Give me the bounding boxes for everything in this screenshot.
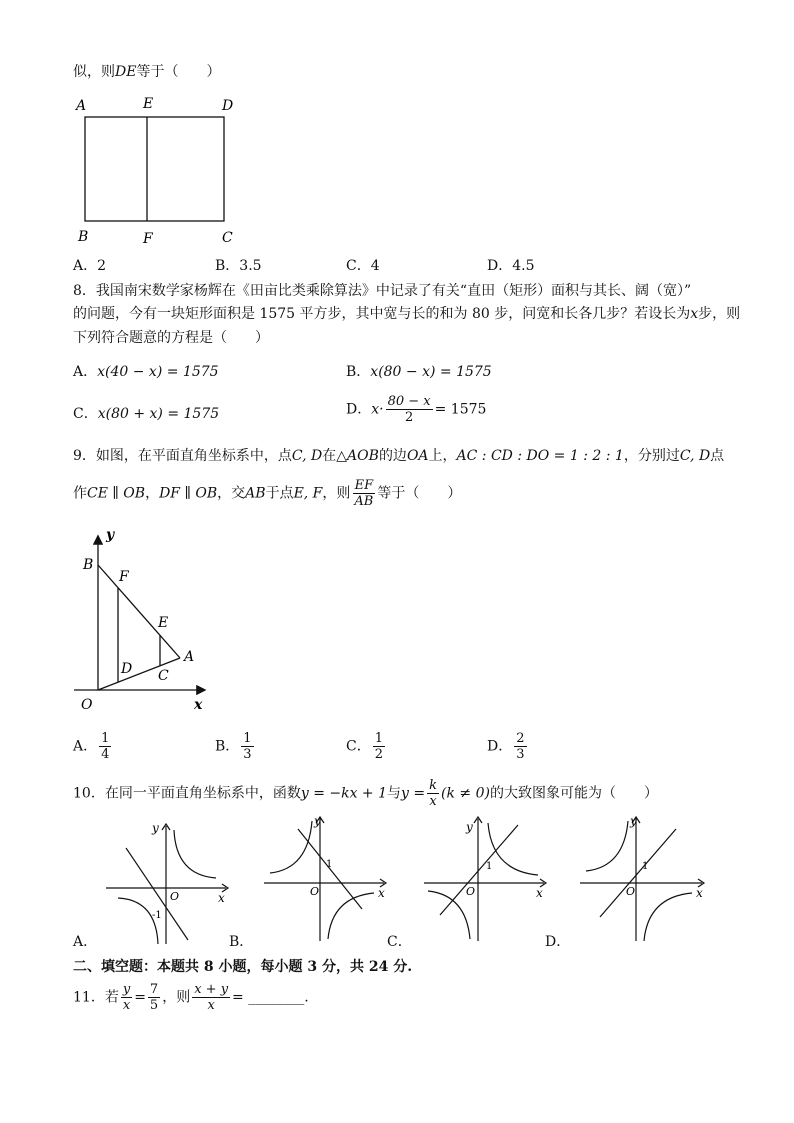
q10-kx-fraction: $\frac{k}{x}$ <box>429 778 437 809</box>
q7-text: 似，则 <box>73 64 115 80</box>
hyperbola-branch-q2 <box>586 821 628 871</box>
q9-ef-ab-fraction: $\frac{EF}{AB}$ <box>354 478 374 509</box>
q7-label-f: F <box>143 231 153 247</box>
q9-label-y: y <box>106 527 115 543</box>
q9-option-a: A． $\frac{1}{4}$ <box>73 731 110 762</box>
q9-label-a: A <box>184 649 195 665</box>
svg-text:x: x <box>378 886 385 900</box>
q9-line-2: 作CE ∥ OB，DF ∥ OB，交AB于点E, F，则 $\frac{EF}{AB}$ 等于（ ） <box>73 478 462 509</box>
svg-text:1: 1 <box>486 861 493 872</box>
q8-line-2: 的问题，今有一块矩形面积是 1575 平方步，其中宽与长的和为 80 步，问宽和长各几步？若设长为x步，则 <box>73 306 741 322</box>
hyperbola-branch-q2 <box>270 821 312 873</box>
q7-option-b: B．3.5 <box>215 258 262 274</box>
q10-option-d: D． <box>545 934 571 950</box>
q9-line-1: 9．如图，在平面直角坐标系中，点C, D在△AOB的边OA上，AC : CD : DO = 1 : 2 : 1，分别过C, D点 <box>73 448 725 464</box>
svg-text:1: 1 <box>326 859 333 870</box>
hyperbola-branch-q4 <box>328 893 374 939</box>
svg-text:-1: -1 <box>152 910 162 921</box>
q9-option-c: C． $\frac{1}{2}$ <box>346 731 383 762</box>
q10-option-a: A． <box>73 934 98 950</box>
q10-option-c: C． <box>387 934 412 950</box>
svg-text:x: x <box>536 886 543 900</box>
q8-option-c: C．x(80 + x) = 1575 <box>73 406 220 422</box>
q10-graph-d <box>578 813 708 945</box>
q7-label-b: B <box>78 229 89 245</box>
q11-stem: 11．若 $\frac{y}{x}$ = $\frac{7}{5}$ ，则 $\frac{x + y}{x}$ = ________. <box>73 982 309 1013</box>
q7-option-a: A．2 <box>73 258 107 274</box>
svg-text:y: y <box>152 821 159 835</box>
linear-function-line <box>600 829 676 917</box>
q10-graph-c <box>422 813 550 945</box>
linear-function-line <box>440 825 518 915</box>
svg-text:O: O <box>466 885 476 898</box>
q7-continuation <box>73 62 220 82</box>
q7-label-a: A <box>76 98 87 114</box>
q9-triangle-figure <box>70 525 220 720</box>
svg-text:O: O <box>170 890 180 903</box>
q9-label-c: C <box>158 668 169 684</box>
q8-option-a: A．x(40 − x) = 1575 <box>73 364 219 380</box>
q7-label-e: E <box>143 96 154 112</box>
q8-option-b: B．x(80 − x) = 1575 <box>346 364 492 380</box>
hyperbola-branch-q3 <box>428 891 470 939</box>
svg-text:1: 1 <box>642 861 649 872</box>
svg-text:O: O <box>310 885 320 898</box>
q8-option-d: D．x· $\frac{80 - x}{2}$ = 1575 <box>346 394 487 425</box>
hyperbola-branch-q3 <box>118 898 158 944</box>
q7-text-end: 等于（ ） <box>136 64 221 80</box>
q10-graph-a <box>104 820 232 948</box>
q8-line-3: 下列符合题意的方程是（ ） <box>73 330 269 346</box>
svg-text:y: y <box>630 814 637 828</box>
q7-rect-abcd <box>85 117 224 221</box>
q9-label-e: E <box>158 615 169 631</box>
q9-label-f: F <box>119 569 129 585</box>
q8-line-1: 8．我国南宋数学家杨辉在《田亩比类乘除算法》中记录了有关“直田（矩形）面积与其长、阔（宽）” <box>73 283 692 299</box>
q10-stem: 10．在同一平面直角坐标系中，函数y = −kx + 1与y = $\frac{k}{x}$ (k ≠ 0)的大致图象可能为（ ） <box>73 778 658 809</box>
hyperbola-branch-q4 <box>644 893 692 941</box>
q9-option-b: B． $\frac{1}{3}$ <box>215 731 252 762</box>
q7-label-d: D <box>222 98 234 114</box>
q7-label-c: C <box>222 230 233 246</box>
q9-option-d: D． $\frac{2}{3}$ <box>487 731 525 762</box>
hyperbola-branch-q1 <box>174 830 216 878</box>
q7-option-d: D．4.5 <box>487 258 535 274</box>
svg-text:O: O <box>626 885 636 898</box>
q7-var: DE <box>115 64 137 80</box>
q10-option-b: B． <box>229 934 254 950</box>
q8-option-d-fraction: $\frac{80 - x}{2}$ <box>387 394 431 425</box>
q7-option-c: C．4 <box>346 258 380 274</box>
section-2-title: 二、填空题：本题共 8 小题，每小题 3 分，共 24 分. <box>73 959 413 975</box>
q11-answer-blank: = ________. <box>232 989 309 1006</box>
q9-label-o: O <box>81 697 93 713</box>
svg-text:x: x <box>218 891 225 905</box>
svg-text:y: y <box>314 814 321 828</box>
svg-text:x: x <box>696 886 703 900</box>
q9-label-x: x <box>194 697 203 713</box>
q7-rectangle-figure <box>70 92 245 247</box>
q9-label-b: B <box>83 557 94 573</box>
q9-label-d: D <box>121 661 133 677</box>
q10-graph-b <box>262 813 390 945</box>
q9-segment-ab <box>98 565 180 658</box>
svg-text:y: y <box>466 820 473 834</box>
